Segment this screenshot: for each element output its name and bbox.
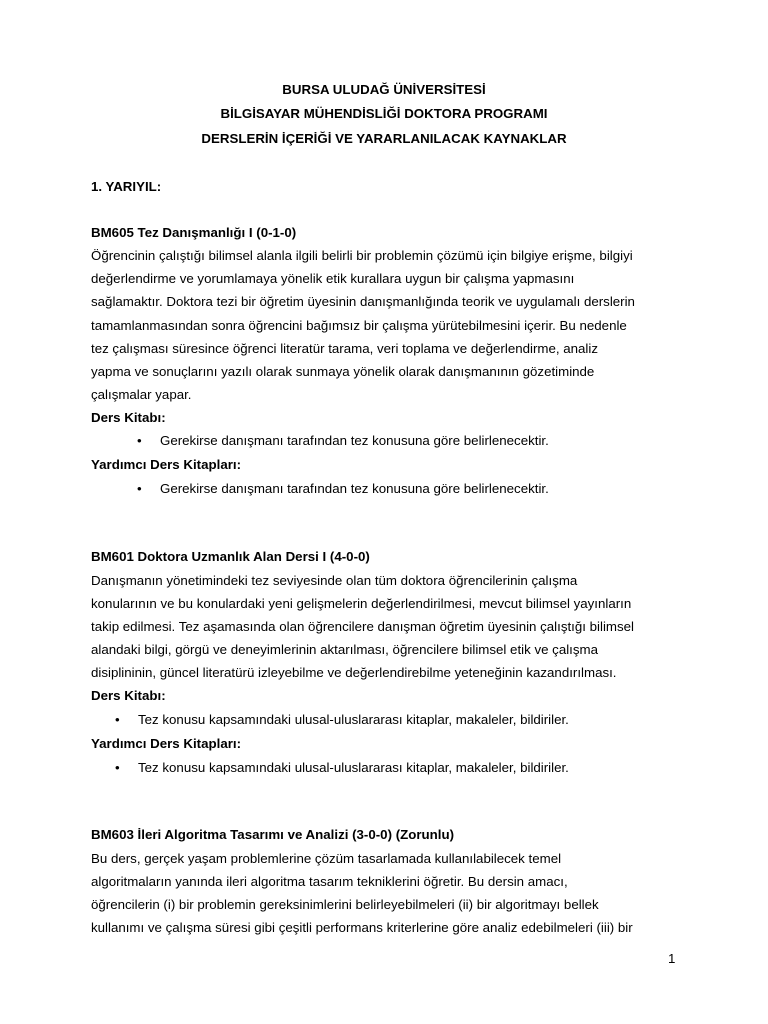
textbook-item: Gerekirse danışmanı tarafından tez konusuna göre belirlenecektir. xyxy=(160,433,549,448)
semester-title: 1. YARIYIL: xyxy=(91,179,162,194)
course-description-line: takip edilmesi. Tez aşamasında olan öğrencilere danışman öğretim üyesinin çalıştığı bilimsel xyxy=(91,619,634,634)
textbook-label: Ders Kitabı: xyxy=(91,410,166,425)
course-description-line: değerlendirme ve yorumlamaya yönelik etik kurallara uygun bir çalışma yapmasını xyxy=(91,271,575,286)
bullet-icon: • xyxy=(115,712,120,727)
page-number: 1 xyxy=(668,951,676,966)
supplementary-item: Gerekirse danışmanı tarafından tez konusuna göre belirlenecektir. xyxy=(160,481,549,496)
course-description-line: algoritmaların yanında ileri algoritma tasarım tekniklerini öğretir. Bu dersin amacı, xyxy=(91,874,568,889)
course-description-line: disiplininin, güncel literatürü izleyebilme ve değerlendirebilme yeteneğinin kazandırılması. xyxy=(91,665,617,680)
bullet-icon: • xyxy=(115,760,120,775)
course-description-line: tamamlanmasından sonra öğrencini bağımsız bir çalışma yürütebilmesini içerir. Bu nedenle xyxy=(91,318,627,333)
university-title: BURSA ULUDAĞ ÜNİVERSİTESİ xyxy=(282,82,486,97)
course-description-line: sağlamaktır. Doktora tezi bir öğretim üyesinin danışmanlığında teorik ve uygulamalı derslerin xyxy=(91,294,635,309)
textbook-item: Tez konusu kapsamındaki ulusal-uluslararası kitaplar, makaleler, bildiriler. xyxy=(138,712,569,727)
course-description-line: Öğrencinin çalıştığı bilimsel alanla ilgili belirli bir problemin çözümü için bilgiye erişme, bilgiyi xyxy=(91,248,633,263)
document-subject: DERSLERİN İÇERİĞİ VE YARARLANILACAK KAYNAKLAR xyxy=(201,131,567,146)
course-description-line: kullanımı ve çalışma süresi gibi çeşitli performans kriterlerine göre analiz edebilmeleri (iii) bir xyxy=(91,920,633,935)
course-description-line: çalışmalar yapar. xyxy=(91,387,192,402)
course-description-line: öğrencilerin (i) bir problemin gereksinimlerini belirleyebilmeleri (ii) bir algoritmayı bellek xyxy=(91,897,599,912)
supplementary-label: Yardımcı Ders Kitapları: xyxy=(91,736,242,751)
supplementary-label: Yardımcı Ders Kitapları: xyxy=(91,457,242,472)
course-description-line: konularının ve bu konulardaki yeni gelişmelerin değerlendirilmesi, mevcut bilimsel yayınların xyxy=(91,596,632,611)
supplementary-item: Tez konusu kapsamındaki ulusal-uluslararası kitaplar, makaleler, bildiriler. xyxy=(138,760,569,775)
course-description-line: Bu ders, gerçek yaşam problemlerine çözüm tasarlamada kullanılabilecek temel xyxy=(91,851,562,866)
course-description-line: tez çalışması süresince öğrenci literatür tarama, veri toplama ve değerlendirme, analiz xyxy=(91,341,598,356)
textbook-label: Ders Kitabı: xyxy=(91,688,166,703)
course-description-line: yapma ve sonuçlarını yazılı olarak sunmaya yönelik olarak danışmanının gözetiminde xyxy=(91,364,595,379)
bullet-icon: • xyxy=(137,481,142,496)
bullet-icon: • xyxy=(137,433,142,448)
course-title-bm601: BM601 Doktora Uzmanlık Alan Dersi I (4-0-0) xyxy=(91,549,370,564)
program-title: BİLGİSAYAR MÜHENDİSLİĞİ DOKTORA PROGRAMI xyxy=(220,106,548,121)
course-description-line: alandaki bilgi, görgü ve deneyimlerinin aktarılması, öğrencilere bilimsel etik ve çalışma xyxy=(91,642,598,657)
course-title-bm605: BM605 Tez Danışmanlığı I (0-1-0) xyxy=(91,225,297,240)
course-description-line: Danışmanın yönetimindeki tez seviyesinde olan tüm doktora öğrencilerinin çalışma xyxy=(91,573,578,588)
course-title-bm603: BM603 İleri Algoritma Tasarımı ve Analizi (3-0-0) (Zorunlu) xyxy=(91,827,455,842)
